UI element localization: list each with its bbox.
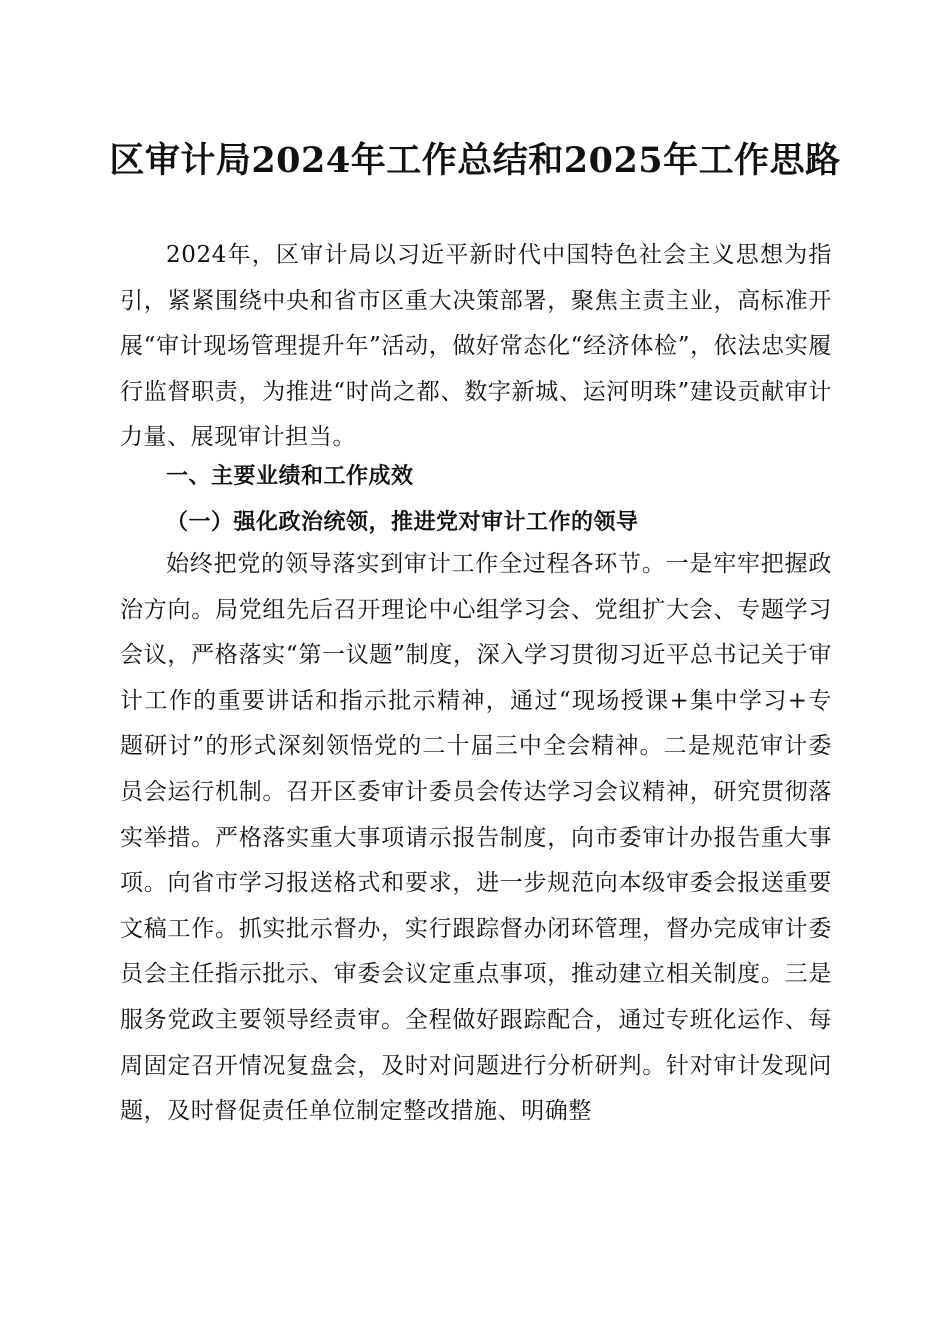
document-title: 区审计局2024年工作总结和2025年工作思路: [109, 140, 841, 181]
section-heading-1: 一、主要业绩和工作成效: [166, 464, 414, 489]
intro-paragraph: 2024年，区审计局以习近平新时代中国特色社会主义思想为指引，紧紧围绕中央和省市区重大决策部署，聚焦主责主业，高标准开展“审计现场管理提升年”活动，做好常态化“经济体检”，依法忠实履行监督职责，为推进“时尚之都、数字新城、运河明珠”建设贡献审计力量、展现审计担当。: [120, 242, 832, 451]
subsection-heading-1: （一）强化政治统领，推进党对审计工作的领导: [166, 509, 639, 535]
subsection-1-paragraph: 始终把党的领导落实到审计工作全过程各环节。一是牢牢把握政治方向。局党组先后召开理论中心组学习会、党组扩大会、专题学习会议，严格落实“第一议题”制度，深入学习贯彻习近平总书记关于审计工作的重要讲话和指示批示精神，通过“现场授课+集中学习+专题研讨”的形式深刻领悟党的二十届三中全会精神。二是规范审计委员会运行机制。召开区委审计委员会传达学习会议精神，研究贯彻落实举措。严格落实重大事项请示报告制度，向市委审计办报告重大事项。向省市学习报送格式和要求，进一步规范向本级审委会报送重要文稿工作。抓实批示督办，实行跟踪督办闭环管理，督办完成审计委员会主任指示批示、审委会议定重点事项，推动建立相关制度。三是服务党政主要领导经责审。全程做好跟踪配合，通过专班化运作、每周固定召开情况复盘会，及时对问题进行分析研判。针对审计发现问题，及时督促责任单位制定整改措施、明确整: [120, 551, 832, 1125]
